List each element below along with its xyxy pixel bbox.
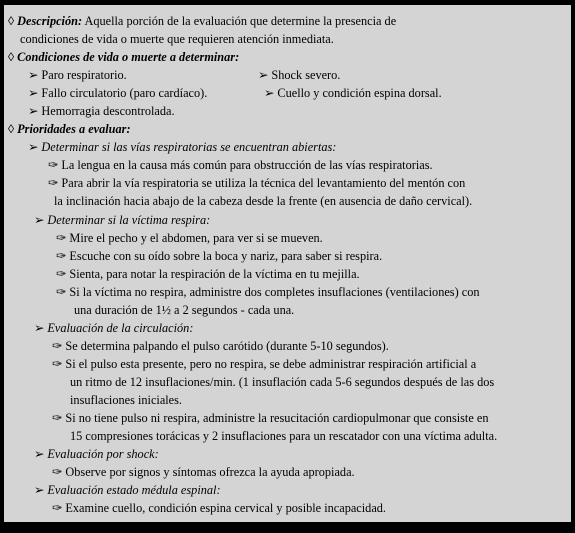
list-item bbox=[4, 174, 571, 192]
list-item-continuation: una duración de 1½ a 2 segundos - cada una. bbox=[74, 302, 295, 317]
arrow-icon: ➢ bbox=[28, 104, 39, 119]
list-item-continuation: insuflaciones iniciales. bbox=[70, 392, 183, 407]
pointer-icon: ✑ bbox=[48, 176, 59, 191]
list-item-text: Observe por signos y síntomas ofrezca la ayuda apropiada. bbox=[65, 465, 355, 480]
arrow-icon: ➢ bbox=[34, 483, 45, 498]
condition-item: Paro respiratorio. bbox=[41, 68, 127, 83]
description-continuation: condiciones de vida o muerte que requieren atención inmediata. bbox=[20, 32, 334, 47]
document-panel bbox=[4, 5, 571, 522]
list-item bbox=[4, 156, 571, 174]
condition-item-col2 bbox=[258, 66, 340, 84]
condition-item-col2 bbox=[264, 84, 442, 102]
pointer-icon: ✑ bbox=[52, 338, 63, 353]
description-line bbox=[4, 12, 571, 30]
list-item bbox=[4, 337, 571, 355]
pointer-icon: ✑ bbox=[52, 356, 63, 371]
conditions-row-3 bbox=[4, 102, 571, 120]
pointer-icon: ✑ bbox=[56, 284, 67, 299]
description-text: Aquella porción de la evaluación que determine la presencia de bbox=[82, 14, 397, 28]
list-item bbox=[4, 499, 571, 517]
airway-title-line bbox=[4, 138, 571, 156]
list-item-text: Si no tiene pulso ni respira, administre la resucitación cardiopulmonar que consiste en bbox=[65, 411, 489, 426]
list-item bbox=[4, 409, 571, 427]
breathing-title: Determinar si la víctima respira: bbox=[47, 212, 211, 227]
priorities-heading: Prioridades a evaluar: bbox=[17, 122, 131, 137]
conditions-heading-line bbox=[4, 48, 571, 66]
list-item bbox=[4, 463, 571, 481]
list-item bbox=[4, 247, 571, 265]
shock-title: Evaluación por shock: bbox=[47, 447, 159, 462]
diamond-icon: ◊ bbox=[8, 122, 15, 137]
list-item-text: Escuche con su oído sobre la boca y nariz, para saber si respira. bbox=[69, 248, 383, 263]
list-item bbox=[4, 229, 571, 247]
list-item bbox=[4, 283, 571, 301]
list-item-continuation: 15 compresiones torácicas y 2 insuflaciones para un rescatador con una víctima adulta. bbox=[70, 429, 498, 444]
condition-item: Cuello y condición espina dorsal. bbox=[277, 86, 442, 101]
shock-title-line bbox=[4, 445, 571, 463]
arrow-icon: ➢ bbox=[28, 68, 39, 83]
arrow-icon: ➢ bbox=[264, 86, 275, 101]
list-item-text: Se determina palpando el pulso carótido (durante 5-10 segundos). bbox=[65, 338, 389, 353]
conditions-row-1 bbox=[4, 66, 571, 84]
description-heading: Descripción: bbox=[17, 14, 83, 28]
list-item bbox=[4, 265, 571, 283]
arrow-icon: ➢ bbox=[34, 447, 45, 462]
pointer-icon: ✑ bbox=[56, 248, 67, 263]
list-item-continuation: la inclinación hacia abajo de la cabeza desde la frente (en ausencia de daño cervical). bbox=[54, 194, 473, 209]
conditions-row-2 bbox=[4, 84, 571, 102]
diamond-icon: ◊ bbox=[8, 14, 15, 28]
airway-title: Determinar si las vías respiratorias se encuentran abiertas: bbox=[41, 140, 337, 155]
conditions-heading: Condiciones de vida o muerte a determinar: bbox=[17, 50, 240, 65]
arrow-icon: ➢ bbox=[34, 212, 45, 227]
pointer-icon: ✑ bbox=[52, 501, 63, 516]
list-item-text: Mire el pecho y el abdomen, para ver si se mueven. bbox=[69, 230, 323, 245]
arrow-icon: ➢ bbox=[28, 140, 39, 155]
list-item-text: Examine cuello, condición espina cervical y posible incapacidad. bbox=[65, 501, 387, 516]
pointer-icon: ✑ bbox=[52, 411, 63, 426]
priorities-heading-line bbox=[4, 120, 571, 138]
spine-title: Evaluación estado médula espinal: bbox=[47, 483, 221, 498]
condition-item: Fallo circulatorio (paro cardíaco). bbox=[41, 86, 208, 101]
list-item-text: Sienta, para notar la respiración de la víctima en tu mejilla. bbox=[69, 266, 360, 281]
arrow-icon: ➢ bbox=[28, 86, 39, 101]
circulation-title: Evaluación de la circulación: bbox=[47, 320, 194, 335]
condition-item: Hemorragia descontrolada. bbox=[41, 104, 175, 119]
list-item bbox=[4, 355, 571, 373]
diamond-icon: ◊ bbox=[8, 50, 15, 65]
circulation-title-line bbox=[4, 319, 571, 337]
list-item-text: La lengua en la causa más común para obstrucción de las vías respiratorias. bbox=[61, 158, 433, 173]
pointer-icon: ✑ bbox=[48, 158, 59, 173]
arrow-icon: ➢ bbox=[34, 320, 45, 335]
list-item-text: Si la víctima no respira, administre dos completes insuflaciones (ventilaciones) con bbox=[69, 284, 480, 299]
breathing-title-line bbox=[4, 211, 571, 229]
pointer-icon: ✑ bbox=[56, 266, 67, 281]
spine-title-line bbox=[4, 481, 571, 499]
document-body bbox=[4, 12, 571, 517]
pointer-icon: ✑ bbox=[52, 465, 63, 480]
list-item-text: Si el pulso esta presente, pero no respira, se debe administrar respiración artificial a bbox=[65, 356, 477, 371]
list-item-continuation: un ritmo de 12 insuflaciones/min. (1 insuflación cada 5-6 segundos después de las dos bbox=[70, 374, 495, 389]
list-item-text: Para abrir la vía respiratoria se utiliza la técnica del levantamiento del mentón con bbox=[61, 176, 466, 191]
arrow-icon: ➢ bbox=[258, 68, 269, 83]
condition-item: Shock severo. bbox=[271, 68, 341, 83]
pointer-icon: ✑ bbox=[56, 230, 67, 245]
